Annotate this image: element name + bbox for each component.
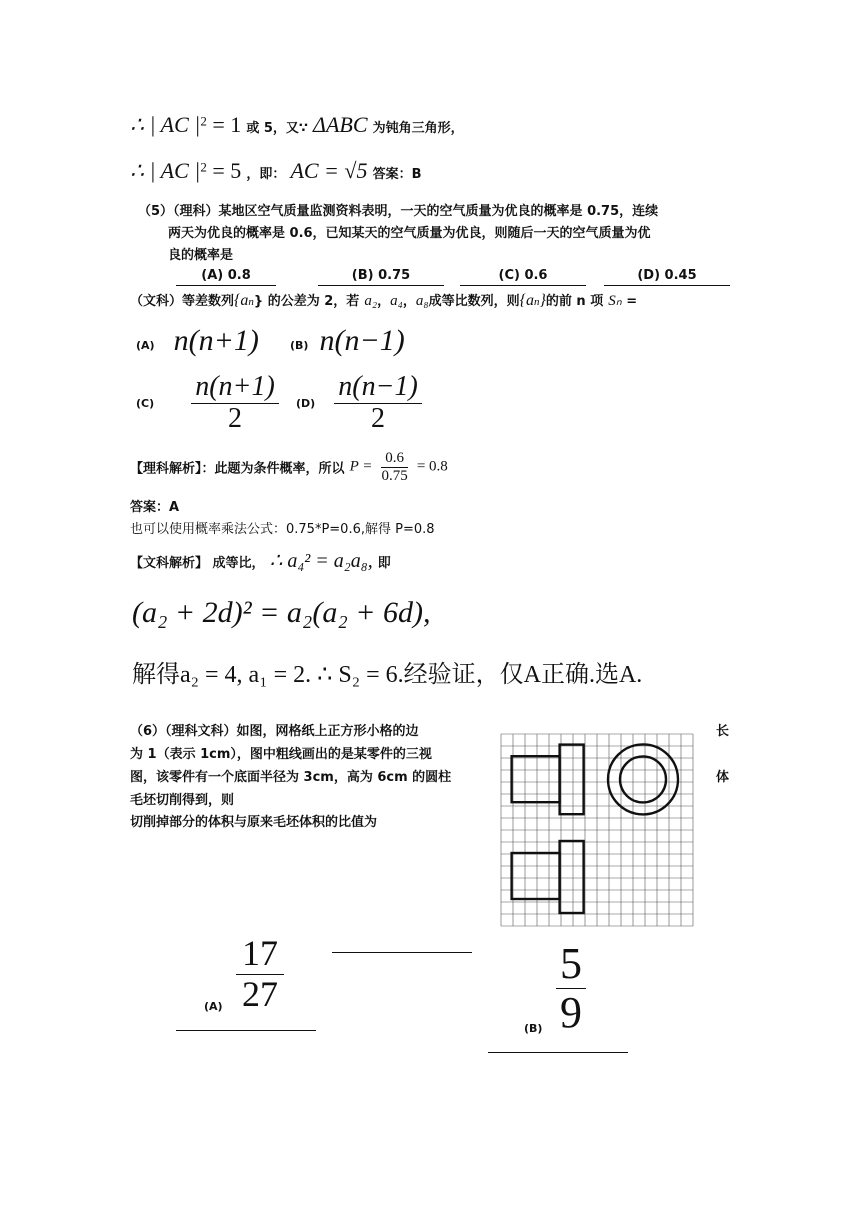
like-analysis: 【理科解析】：此题为条件概率，所以 P = $\frac{0.6}{0.75}$ = 0.8 [130, 450, 448, 484]
line-1: ∴ | AC $|^2 = 1$ 或 5，又∵ ΔABC 为钝角三角形， [130, 112, 464, 137]
wenke-option-c: (C) $\frac{n(n+1)}{2}$ [136, 372, 279, 435]
q6-right-2: 体 [716, 770, 730, 785]
q6-line-3: 图，该零件有一个底面半径为 3cm，高为 6cm 的圆柱 [130, 770, 452, 785]
q6-line-4: 毛坯切削得到，则 [130, 793, 235, 808]
answer-a: 答案：A [130, 500, 180, 515]
q5-line-1: （5）（理科）某地区空气质量监测资料表明，一天的空气质量为优良的概率是 0.75，连续 [138, 204, 659, 219]
grid-lines [501, 734, 693, 926]
q5-option-d: (D) 0.45 [604, 268, 730, 286]
q5-line-3: 良的概率是 [168, 248, 234, 263]
wenke-option-b: (B) n(n−1) [290, 324, 405, 357]
line-2: ∴ | AC $|^2 = 5$ ，即： AC = √5 答案：B [130, 158, 422, 183]
q6-right-1: 长 [716, 724, 730, 739]
q6-line-1: （6）（理科文科）如图，网格纸上正方形小格的边 [130, 724, 419, 739]
q6-line-2: 为 1（表示 1cm），图中粗线画出的是某零件的三视 [130, 747, 432, 762]
bottom-option-b-underline [488, 1052, 628, 1053]
math-ac-squared: ∴ | AC | [130, 112, 201, 137]
equation-1: (a₂ + 2d)² = a₂(a₂ + 6d), [132, 596, 431, 629]
side-view [608, 744, 678, 814]
equation-2: 解得a₂ = 4, a₁ = 2. ∴ S₂ = 6.经验证，仅A正确.选A. [132, 662, 643, 688]
answer-b: 答案：B [372, 167, 422, 182]
q5-option-b: (B) 0.75 [318, 268, 444, 286]
three-view-grid-figure [500, 733, 696, 927]
q5-line-2: 两天为优良的概率是 0.6，已知某天的空气质量为优良，则随后一天的空气质量为优 [168, 226, 651, 241]
math-triangle: ΔABC [313, 112, 368, 137]
q5-option-c: (C) 0.6 [460, 268, 586, 286]
wenke-analysis: 【文科解析】 成等比， ∴ a₄² = a₂a₈, 即 [130, 550, 391, 572]
q6-line-5: 切削掉部分的体积与原来毛坯体积的比值为 [130, 815, 378, 830]
alt-method: 也可以使用概率乘法公式：0.75*P=0.6,解得 P=0.8 [130, 522, 435, 537]
answer-blank-line [332, 952, 472, 953]
bottom-option-a-underline [176, 1030, 316, 1031]
wenke-option-a: (A) n(n+1) [136, 324, 259, 357]
wenke-question: （文科）等差数列{an} 的公差为 2，若 a₂，a₄，a₈成等比数列，则{an}的前 n 项 Sₙ = [130, 292, 638, 309]
wenke-option-d: (D) $\frac{n(n-1)}{2}$ [296, 372, 422, 435]
q5-option-a: (A) 0.8 [176, 268, 276, 286]
